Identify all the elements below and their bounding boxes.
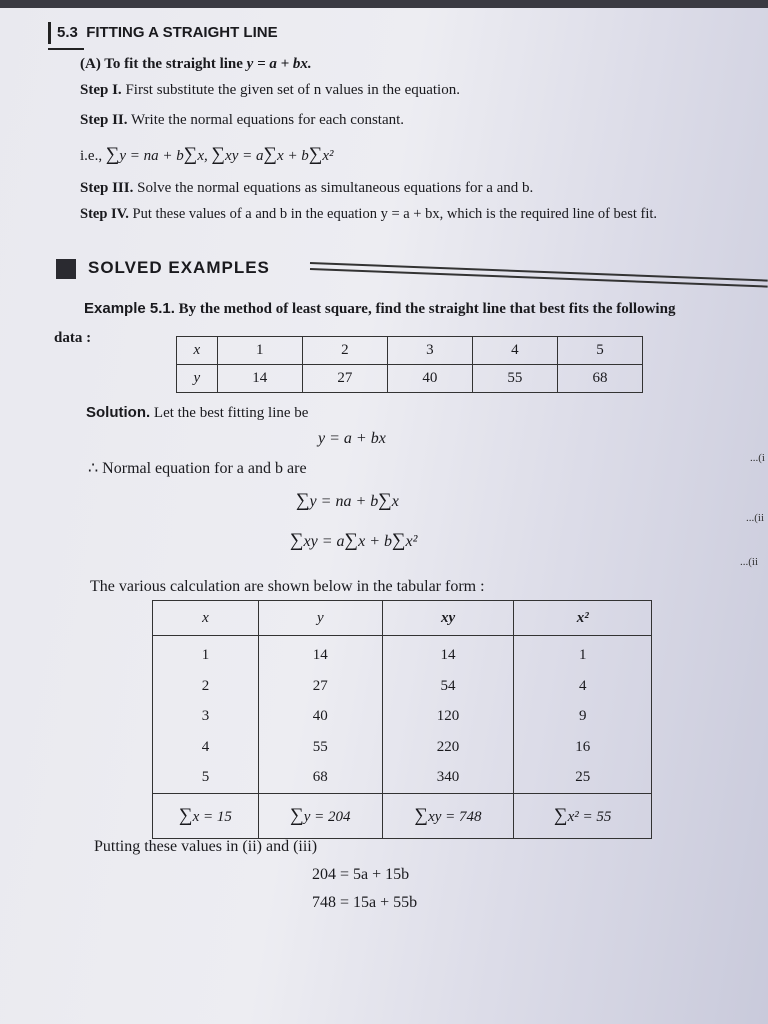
calc-table bbox=[152, 600, 652, 839]
header-x2: x² bbox=[514, 601, 652, 636]
table-cell: 2 bbox=[302, 337, 387, 365]
result-equation-1: 204 = 5a + 15b bbox=[312, 866, 410, 883]
section-number: 5.3 bbox=[57, 23, 78, 41]
y-column: 14 27 40 55 68 bbox=[258, 636, 382, 794]
table-row bbox=[177, 337, 643, 365]
x2-column: 1 4 9 16 25 bbox=[514, 636, 652, 794]
table-cell: 40 bbox=[387, 365, 472, 393]
table-cell: 5 bbox=[557, 337, 642, 365]
sum-xy: ∑xy = 748 bbox=[382, 793, 514, 838]
sum-x: ∑x = 15 bbox=[153, 793, 259, 838]
table-cell: 68 bbox=[557, 365, 642, 393]
margin-eq-1: ...(i bbox=[750, 452, 765, 464]
intro-a: (A) To fit the straight line y = a + bx. bbox=[80, 56, 312, 72]
sum-x2: ∑x² = 55 bbox=[514, 793, 652, 838]
section-title-text: FITTING A STRAIGHT LINE bbox=[86, 23, 278, 41]
heading-square bbox=[56, 259, 76, 279]
step-2: Step II. Write the normal equations for each constant. bbox=[80, 112, 405, 128]
section-bar bbox=[48, 22, 51, 44]
x-column: 1 2 3 4 5 bbox=[153, 636, 259, 794]
tabular-text: The various calculation are shown below in the tabular form : bbox=[90, 578, 485, 595]
y-header: y bbox=[177, 365, 218, 393]
margin-eq-3: ...(ii bbox=[740, 556, 759, 568]
data-label: data : bbox=[54, 330, 92, 346]
section-underline bbox=[48, 48, 84, 50]
solution-intro: Solution. Let the best fitting line be bbox=[86, 404, 309, 421]
table-cell: 3 bbox=[387, 337, 472, 365]
putting-values: Putting these values in (ii) and (iii) bbox=[94, 838, 318, 855]
table-cell: 1 bbox=[217, 337, 302, 365]
step-1: Step I. First substitute the given set of n values in the equation. bbox=[80, 82, 460, 98]
data-table bbox=[176, 336, 643, 393]
section-title bbox=[48, 22, 278, 44]
table-cell: 27 bbox=[302, 365, 387, 393]
normal-equation-text: ∴ Normal equation for a and b are bbox=[88, 460, 307, 477]
header-xy: xy bbox=[382, 601, 514, 636]
xy-column: 14 54 120 220 340 bbox=[382, 636, 514, 794]
sum-y: ∑y = 204 bbox=[258, 793, 382, 838]
top-edge bbox=[0, 0, 768, 8]
step-3: Step III. Solve the normal equations as simultaneous equations for a and b. bbox=[80, 180, 534, 196]
line-equation: y = a + bx bbox=[318, 430, 386, 447]
header-x: x bbox=[153, 601, 259, 636]
sum-row bbox=[153, 793, 652, 838]
table-cell: 14 bbox=[217, 365, 302, 393]
table-row bbox=[177, 365, 643, 393]
table-cell: 4 bbox=[472, 337, 557, 365]
table-cell: 55 bbox=[472, 365, 557, 393]
example-statement: Example 5.1. By the method of least square, find the straight line that best fits the following bbox=[84, 300, 676, 317]
normal-equation-2: ∑xy = a∑x + b∑x² bbox=[290, 530, 418, 551]
normal-equation-1: ∑y = na + b∑x bbox=[296, 490, 399, 511]
header-y: y bbox=[258, 601, 382, 636]
margin-eq-2: ...(ii bbox=[746, 512, 765, 524]
table-row bbox=[153, 636, 652, 794]
table-row bbox=[153, 601, 652, 636]
ie-equations: i.e., ∑y = na + b∑x, ∑xy = a∑x + b∑x² bbox=[80, 144, 334, 165]
result-equation-2: 748 = 15a + 55b bbox=[312, 894, 418, 911]
step-4: Step IV. Put these values of a and b in the equation y = a + bx, which is the required line of best fit. bbox=[80, 206, 658, 222]
x-header: x bbox=[177, 337, 218, 365]
solved-examples-heading: SOLVED EXAMPLES bbox=[56, 258, 270, 279]
